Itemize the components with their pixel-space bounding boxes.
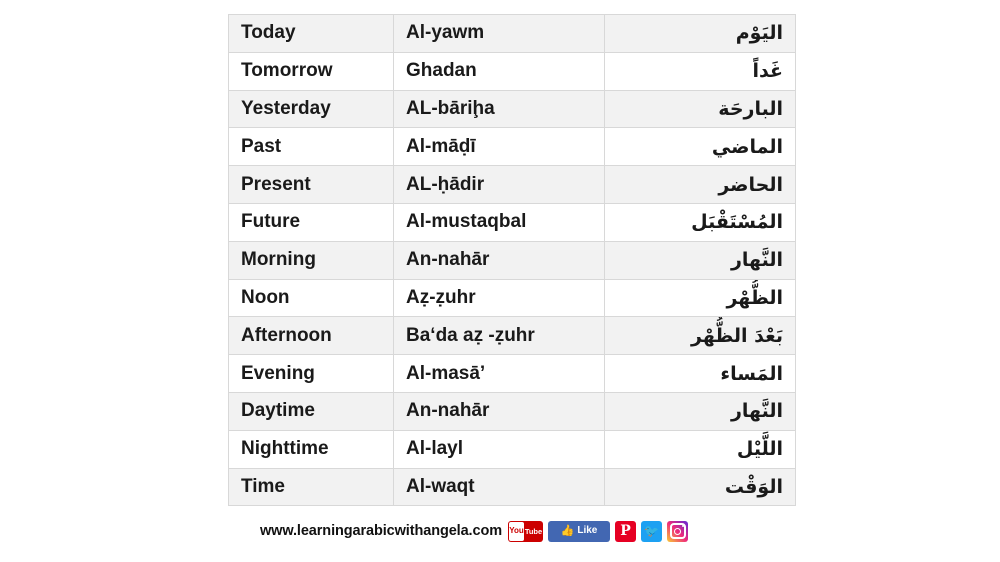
youtube-tube-label: Tube xyxy=(524,526,543,536)
vocabulary-table xyxy=(228,14,796,506)
arabic-cell: الوَقْت xyxy=(605,468,796,506)
social-badges xyxy=(508,521,688,542)
pinterest-icon[interactable]: P xyxy=(615,521,636,542)
twitter-icon[interactable]: 🐦 xyxy=(641,521,662,542)
youtube-you-label: You xyxy=(509,522,524,541)
arabic-cell: المُسْتَقْبَل xyxy=(605,203,796,241)
transliteration-cell: Al-layl xyxy=(394,430,605,468)
arabic-cell: النَّهار xyxy=(605,392,796,430)
table-row xyxy=(229,90,796,128)
english-cell: Today xyxy=(229,15,394,53)
table-row xyxy=(229,317,796,355)
transliteration-cell: Al-mustaqbal xyxy=(394,203,605,241)
transliteration-cell: Al-yawm xyxy=(394,15,605,53)
vocabulary-card xyxy=(228,14,783,506)
table-row xyxy=(229,166,796,204)
arabic-cell: النَّهار xyxy=(605,241,796,279)
english-cell: Time xyxy=(229,468,394,506)
english-cell: Morning xyxy=(229,241,394,279)
table-row xyxy=(229,128,796,166)
instagram-camera-shape xyxy=(670,523,686,539)
table-row xyxy=(229,52,796,90)
table-row xyxy=(229,355,796,393)
arabic-cell: اليَوْم xyxy=(605,15,796,53)
table-body xyxy=(229,15,796,506)
english-cell: Yesterday xyxy=(229,90,394,128)
english-cell: Nighttime xyxy=(229,430,394,468)
youtube-icon[interactable] xyxy=(508,521,543,542)
table-row xyxy=(229,241,796,279)
table-row xyxy=(229,468,796,506)
footer xyxy=(228,516,720,546)
transliteration-cell: AL-ḥādir xyxy=(394,166,605,204)
thumbs-up-icon: 👍 xyxy=(560,524,575,537)
like-label: Like xyxy=(577,525,598,536)
english-cell: Afternoon xyxy=(229,317,394,355)
instagram-icon[interactable] xyxy=(667,521,688,542)
instagram-lens-shape xyxy=(674,528,681,535)
transliteration-cell: Al-waqt xyxy=(394,468,605,506)
arabic-cell: الماضي xyxy=(605,128,796,166)
arabic-cell: اللَّيْل xyxy=(605,430,796,468)
english-cell: Future xyxy=(229,203,394,241)
transliteration-cell: An-nahār xyxy=(394,392,605,430)
transliteration-cell: Ba‘da aẓ -ẓuhr xyxy=(394,317,605,355)
english-cell: Present xyxy=(229,166,394,204)
transliteration-cell: An-nahār xyxy=(394,241,605,279)
english-cell: Tomorrow xyxy=(229,52,394,90)
english-cell: Noon xyxy=(229,279,394,317)
table-row xyxy=(229,203,796,241)
arabic-cell: المَساء xyxy=(605,355,796,393)
arabic-cell: الظُّهْر xyxy=(605,279,796,317)
transliteration-cell: AL-bāriḩa xyxy=(394,90,605,128)
english-cell: Evening xyxy=(229,355,394,393)
website-url[interactable]: www.learningarabicwithangela.com xyxy=(259,523,503,539)
transliteration-cell: Ghadan xyxy=(394,52,605,90)
transliteration-cell: Al-māḍī xyxy=(394,128,605,166)
arabic-cell: بَعْدَ الظُّهْر xyxy=(605,317,796,355)
english-cell: Daytime xyxy=(229,392,394,430)
arabic-cell: غَداً xyxy=(605,52,796,90)
table-row xyxy=(229,279,796,317)
transliteration-cell: Al-masā’ xyxy=(394,355,605,393)
arabic-cell: البارحَة xyxy=(605,90,796,128)
table-row xyxy=(229,430,796,468)
table-row xyxy=(229,15,796,53)
english-cell: Past xyxy=(229,128,394,166)
facebook-like-icon[interactable] xyxy=(548,521,610,542)
transliteration-cell: Aẓ-ẓuhr xyxy=(394,279,605,317)
table-row xyxy=(229,392,796,430)
arabic-cell: الحاضر xyxy=(605,166,796,204)
instagram-dot-shape xyxy=(682,525,684,527)
